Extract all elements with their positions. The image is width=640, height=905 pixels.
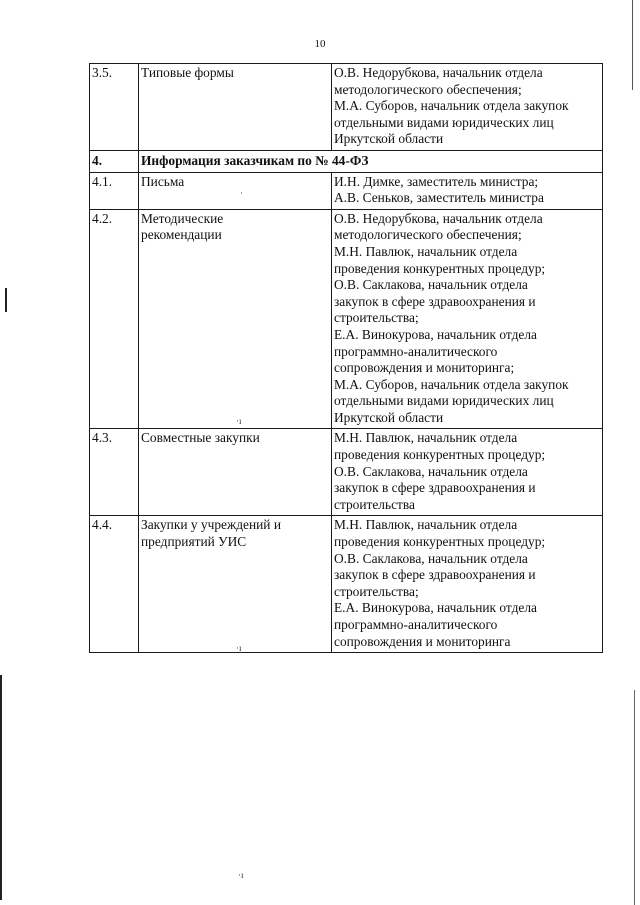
responsible-line: отдельными видами юридических лиц (334, 114, 554, 130)
topic-line: Письма (141, 173, 185, 189)
responsible-line: строительства; (334, 310, 419, 326)
responsible-line: М.А. Суборов, начальник отдела закупок (334, 98, 569, 114)
table-row (90, 429, 603, 516)
row-number: 4.4. (90, 516, 139, 653)
responsible-line: методологического обеспечения; (334, 227, 522, 243)
section-title (139, 150, 603, 172)
row-number: 4.1. (90, 172, 139, 209)
responsible-line: проведения конкурентных процедур; (334, 447, 546, 463)
row-topic (139, 64, 332, 151)
row-topic (139, 209, 332, 429)
row-responsible (332, 209, 603, 429)
responsible-line: Иркутской области (334, 131, 444, 147)
scan-speck: ·ı (238, 870, 244, 880)
row-topic (139, 516, 332, 653)
responsible-line: проведения конкурентных процедур; (334, 260, 546, 276)
responsible-line: строительства (334, 496, 415, 512)
table-row (90, 209, 603, 429)
page-number: 10 (314, 38, 326, 50)
topic-line: Методические (141, 210, 224, 226)
scan-edge-mark (5, 288, 7, 312)
responsible-line: Е.А. Винокурова, начальник отдела (334, 326, 537, 342)
row-responsible (332, 516, 603, 653)
responsible-line: программно-аналитического (334, 617, 498, 632)
table-row (90, 516, 603, 653)
row-topic (139, 429, 332, 516)
section-row (90, 150, 603, 172)
responsible-line: проведения конкурентных процедур; (334, 534, 546, 550)
responsible-line: закупок в сфере здравоохранения и (334, 293, 536, 309)
responsibility-table (89, 63, 603, 653)
row-topic (139, 172, 332, 209)
table-row (90, 64, 603, 151)
scan-edge-mark (0, 675, 2, 900)
responsible-line: М.Н. Павлюк, начальник отдела (334, 430, 518, 446)
responsible-line: А.В. Сеньков, заместитель министра (334, 190, 544, 206)
responsible-line: О.В. Саклакова, начальник отдела (334, 463, 528, 479)
scan-edge-mark (634, 690, 635, 905)
row-responsible (332, 64, 603, 151)
topic-line: Совместные закупки (141, 430, 260, 446)
scan-edge-mark (632, 0, 633, 90)
responsible-line: сопровождения и мониторинга; (334, 360, 515, 376)
responsible-line: Иркутской области (334, 409, 444, 425)
topic-line: рекомендации (141, 227, 222, 243)
row-number: 4. (90, 150, 139, 172)
responsible-line: О.В. Недорубкова, начальник отдела (334, 210, 543, 226)
row-number: 4.3. (90, 429, 139, 516)
responsible-line: О.В. Саклакова, начальник отдела (334, 277, 528, 293)
scan-speck: ·ı (236, 416, 242, 426)
responsible-line: М.Н. Павлюк, начальник отдела (334, 517, 518, 533)
topic-line: Информация заказчикам по № 44-ФЗ (141, 152, 369, 168)
responsible-line: И.Н. Димке, заместитель министра; (334, 173, 539, 189)
responsible-line: программно-аналитического (334, 343, 498, 359)
topic-line: Типовые формы (141, 65, 234, 80)
responsible-line: Е.А. Винокурова, начальник отдела (334, 600, 537, 616)
topic-line: предприятий УИС (141, 534, 247, 550)
responsible-line: сопровождения и мониторинга (334, 633, 511, 649)
topic-line: Закупки у учреждений и (141, 517, 281, 533)
responsible-line: строительства; (334, 583, 419, 599)
responsible-line: закупок в сфере здравоохранения и (334, 567, 536, 583)
responsible-line: О.В. Саклакова, начальник отдела (334, 550, 528, 566)
row-responsible (332, 172, 603, 209)
row-number: 3.5. (90, 64, 139, 151)
scan-speck: · (240, 188, 243, 198)
responsible-line: О.В. Недорубкова, начальник отдела (334, 65, 543, 80)
responsible-line: М.А. Суборов, начальник отдела закупок (334, 376, 569, 392)
responsible-line: методологического обеспечения; (334, 81, 522, 97)
responsible-line: М.Н. Павлюк, начальник отдела (334, 243, 518, 259)
responsible-line: отдельными видами юридических лиц (334, 393, 554, 409)
row-number: 4.2. (90, 209, 139, 429)
scan-speck: ·ı (236, 643, 242, 653)
table-row (90, 172, 603, 209)
responsible-line: закупок в сфере здравоохранения и (334, 480, 536, 496)
table-body (90, 64, 603, 653)
row-responsible (332, 429, 603, 516)
